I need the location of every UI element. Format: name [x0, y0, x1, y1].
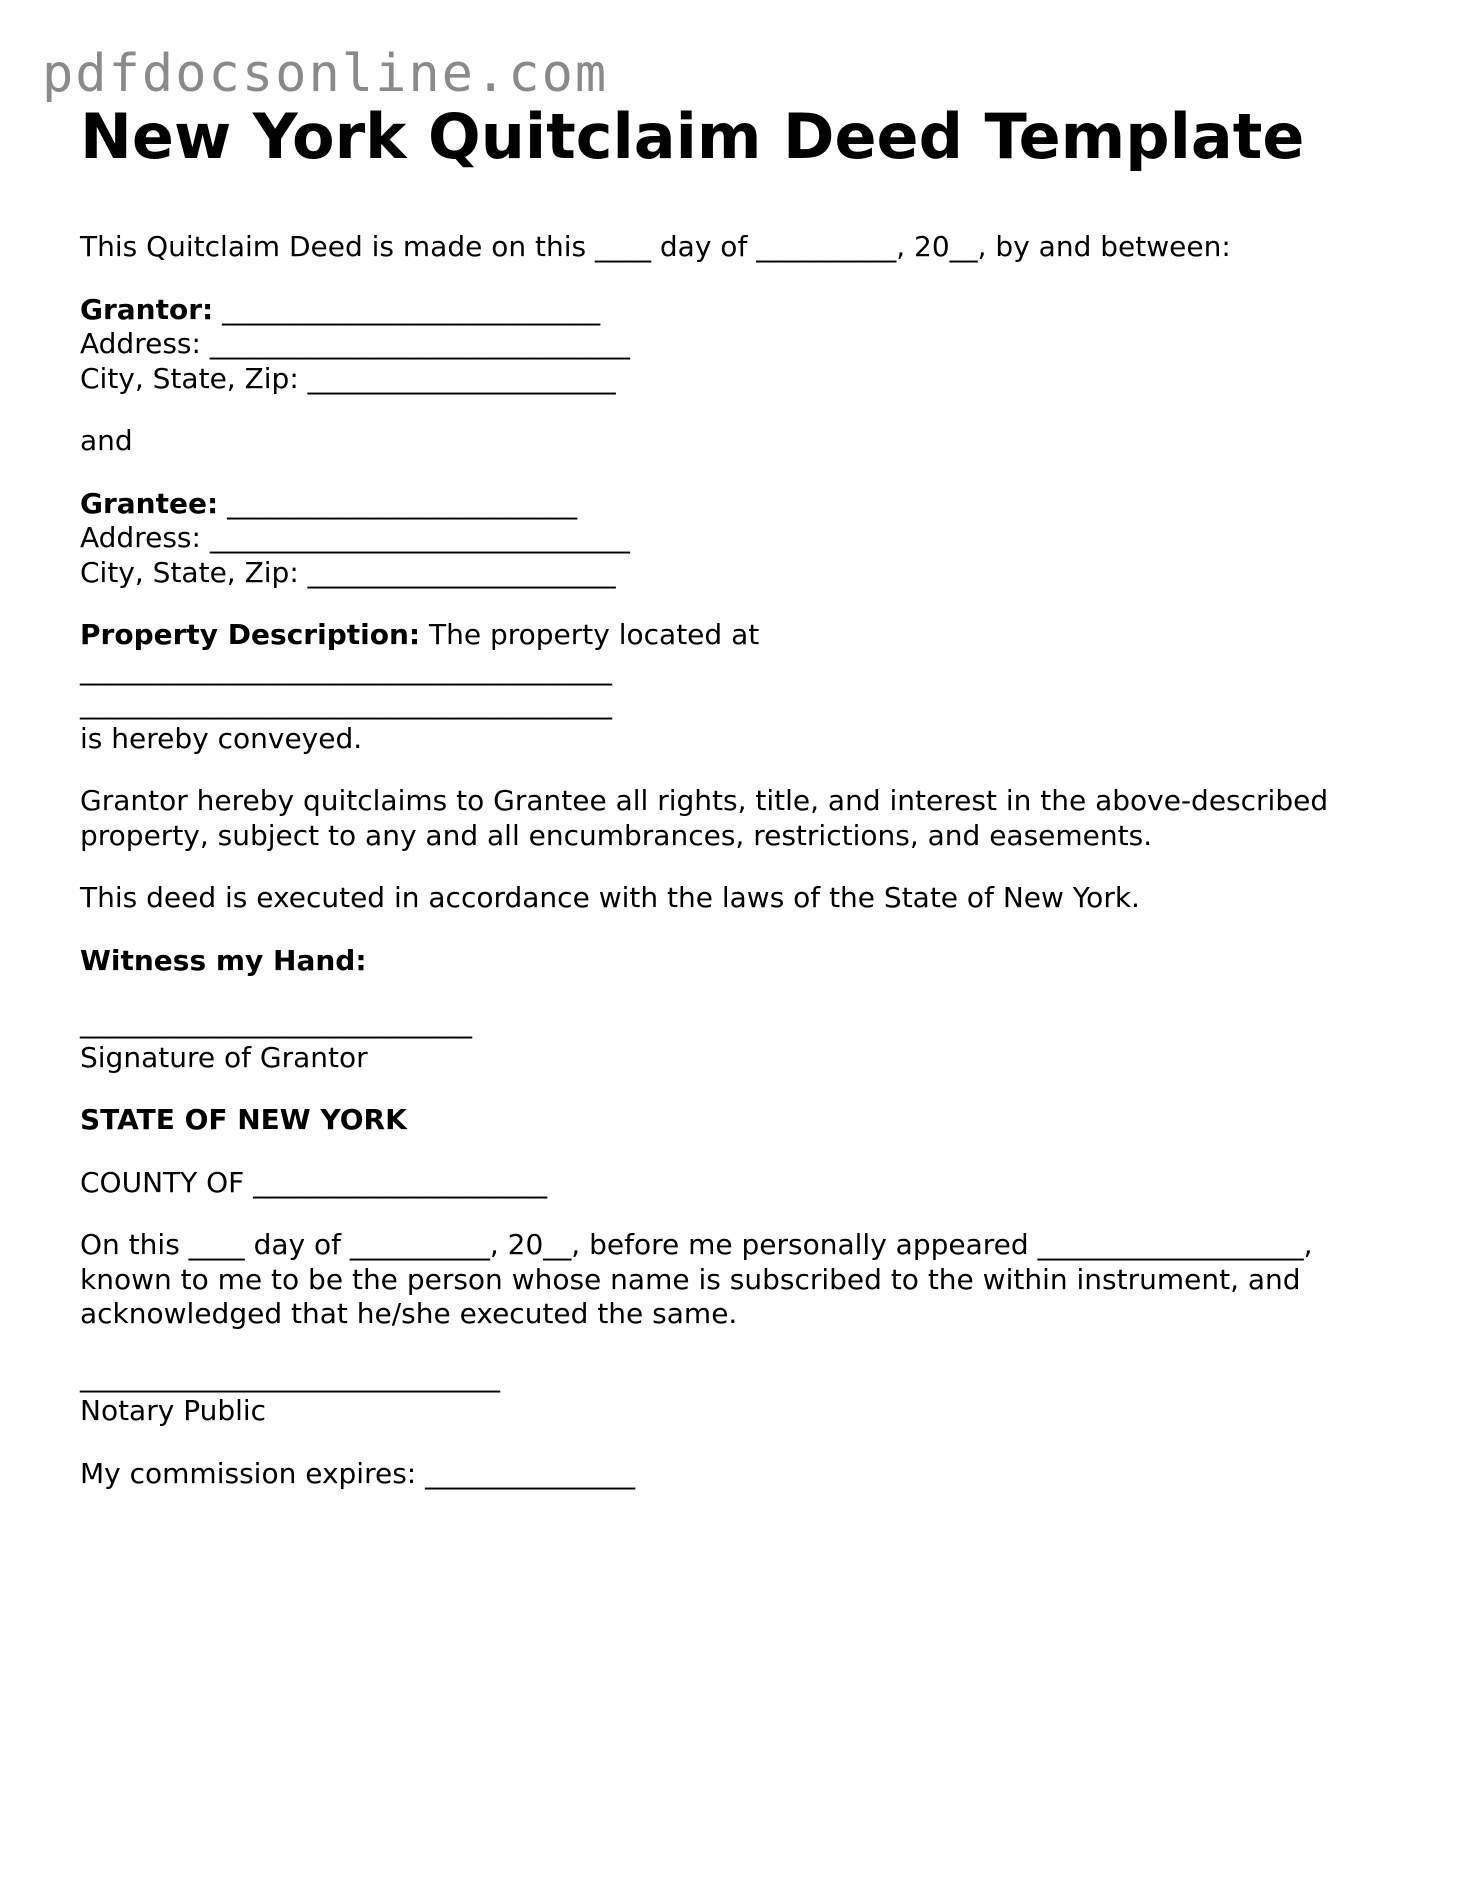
property-line	[80, 618, 1400, 653]
grantor-block	[80, 293, 1400, 397]
grantee-city: City, State, Zip: ______________________	[80, 555, 616, 589]
ack-line-2: known to me to be the person whose name is subscribed to the within instrument, and	[80, 1262, 1301, 1296]
grantor-line	[80, 293, 1400, 328]
grantor-label: Grantor:	[80, 292, 214, 326]
grantee-address: Address: ______________________________	[80, 521, 630, 555]
commission-text: My commission expires: _______________	[80, 1456, 636, 1490]
intro-text: This Quitclaim Deed is made on this ____ day of __________, 20__, by and between:	[80, 230, 1231, 264]
county-line	[80, 1166, 1400, 1201]
state-heading-text: STATE OF NEW YORK	[80, 1103, 407, 1137]
document-body	[80, 230, 1400, 1491]
document-page	[80, 100, 1400, 1519]
acknowledgment-paragraph	[80, 1228, 1400, 1332]
watermark: pdfdocsonline.com	[42, 44, 609, 104]
property-end: is hereby conveyed.	[80, 721, 363, 755]
grantee-line	[80, 487, 1400, 522]
and-text	[80, 424, 1400, 459]
commission-line	[80, 1457, 1400, 1492]
grantee-name-blank: _________________________	[227, 486, 578, 520]
property-blank-2: ______________________________________	[80, 687, 612, 721]
and-text-value: and	[80, 424, 133, 458]
state-heading	[80, 1103, 1400, 1138]
witness-heading	[80, 944, 1400, 979]
page-title: New York Quitclaim Deed Template	[80, 100, 1305, 173]
laws-paragraph	[80, 881, 1400, 916]
property-blank-1: ______________________________________	[80, 652, 612, 686]
notary-blank: ______________________________	[80, 1359, 500, 1393]
quitclaim-line-1: Grantor hereby quitclaims to Grantee all rights, title, and interest in the above-described	[80, 784, 1329, 818]
grantor-signature-label: Signature of Grantor	[80, 1040, 368, 1074]
property-text: The property located at	[429, 618, 760, 652]
grantor-signature-block	[80, 1006, 1400, 1075]
witness-heading-text: Witness my Hand:	[80, 943, 367, 977]
grantor-signature-blank: ____________________________	[80, 1006, 472, 1040]
quitclaim-paragraph	[80, 784, 1400, 853]
ack-line-1: On this ____ day of __________, 20__, before me personally appeared ___________________,	[80, 1228, 1313, 1262]
grantor-city: City, State, Zip: ______________________	[80, 361, 616, 395]
notary-block	[80, 1360, 1400, 1429]
grantor-name-blank: ___________________________	[222, 292, 601, 326]
ack-line-3: acknowledged that he/she executed the same.	[80, 1297, 738, 1331]
county-text: COUNTY OF _____________________	[80, 1165, 548, 1199]
notary-label: Notary Public	[80, 1394, 267, 1428]
property-block	[80, 618, 1400, 756]
laws-text: This deed is executed in accordance with the laws of the State of New York.	[80, 881, 1140, 915]
quitclaim-line-2: property, subject to any and all encumbrances, restrictions, and easements.	[80, 818, 1153, 852]
grantee-block	[80, 487, 1400, 591]
intro-paragraph	[80, 230, 1400, 265]
grantee-label: Grantee:	[80, 486, 219, 520]
grantor-address: Address: ______________________________	[80, 327, 630, 361]
property-label: Property Description:	[80, 618, 421, 652]
